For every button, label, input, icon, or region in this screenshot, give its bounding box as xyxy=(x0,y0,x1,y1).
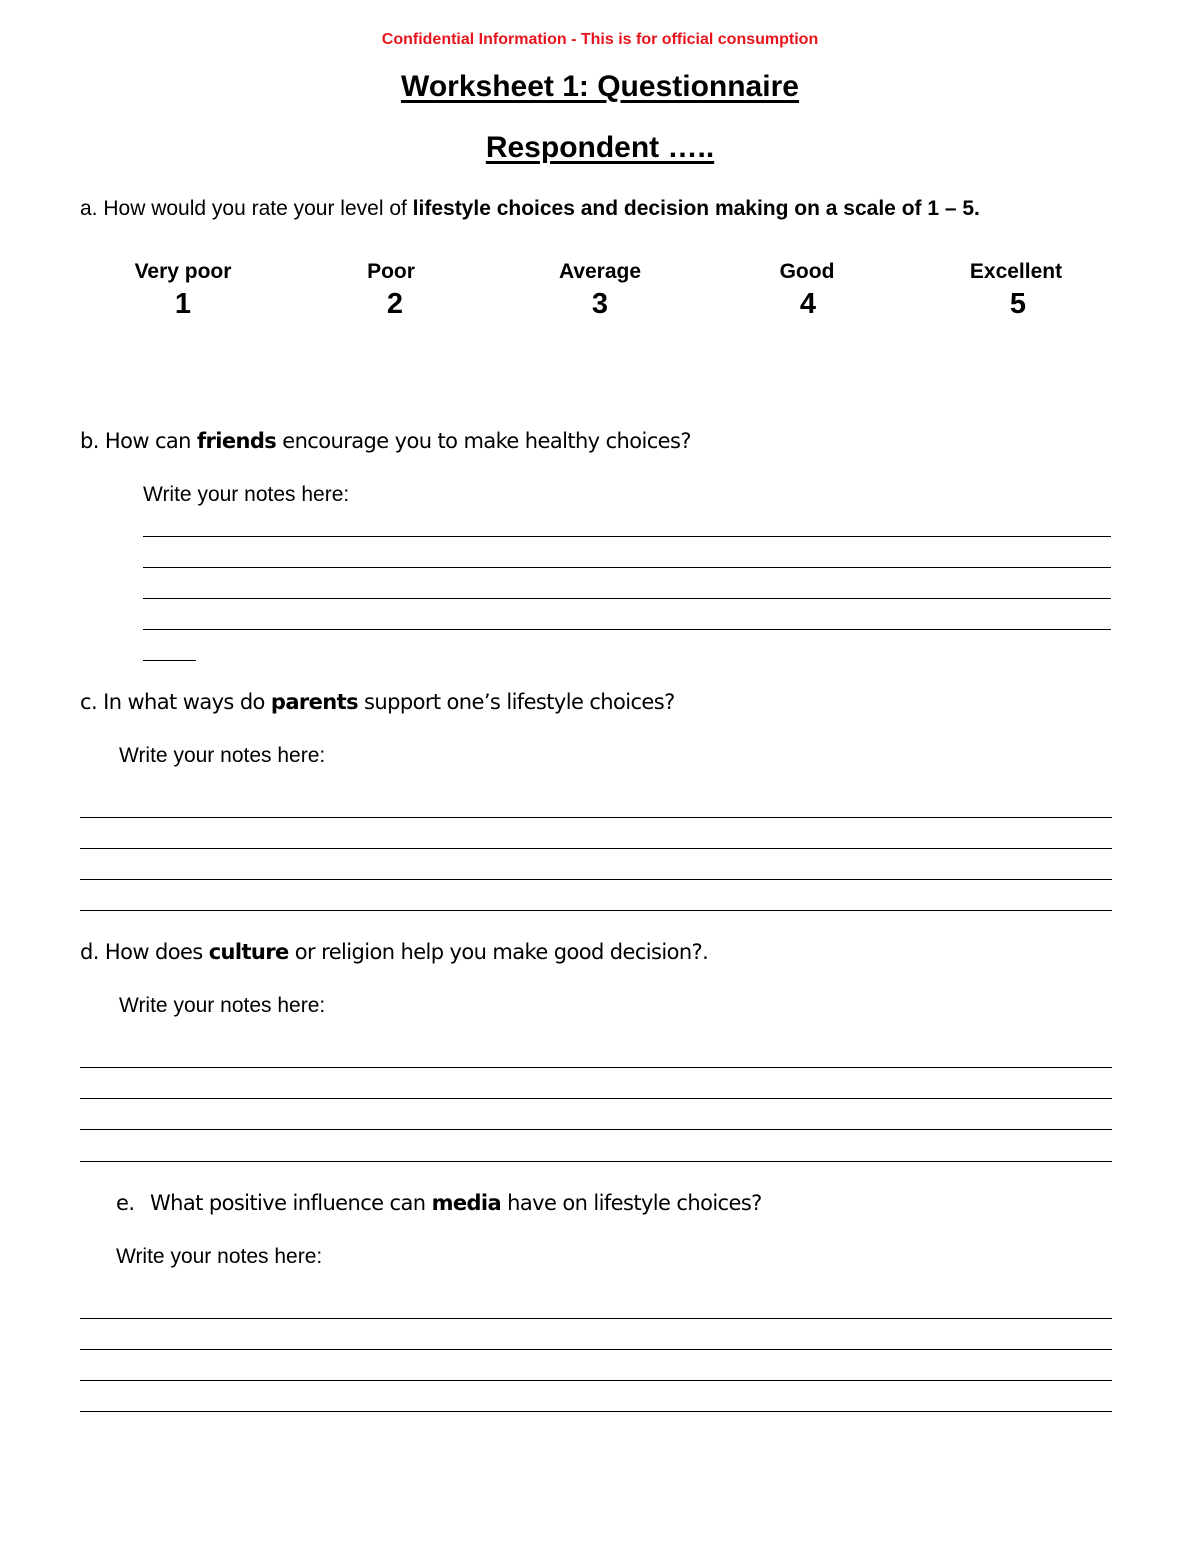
question-e-answer-line-4[interactable] xyxy=(80,1411,1112,1412)
question-a-bold: lifestyle choices and decision making on a scale of 1 – 5. xyxy=(412,197,980,220)
question-c-text: c. In what ways do xyxy=(80,690,271,714)
scale-label-2: Poor xyxy=(367,260,415,283)
scale-value-4[interactable]: 4 xyxy=(799,288,817,320)
question-c xyxy=(80,690,675,714)
question-e xyxy=(150,1191,762,1215)
question-c-answer-line-2[interactable] xyxy=(80,848,1112,849)
question-c-answer-line-4[interactable] xyxy=(80,910,1112,911)
scale-label-4: Good xyxy=(779,260,835,283)
question-c-text-end: support one’s lifestyle choices? xyxy=(357,690,675,714)
question-d-answer-line-3[interactable] xyxy=(80,1129,1112,1130)
question-b-text-end: encourage you to make healthy choices? xyxy=(276,429,691,453)
question-d-keyword: culture xyxy=(208,940,289,964)
scale-label-1: Very poor xyxy=(134,260,232,283)
question-c-keyword: parents xyxy=(270,690,358,714)
question-b-answer-line-3[interactable] xyxy=(143,598,1111,599)
question-e-notes-label: Write your notes here: xyxy=(116,1245,323,1268)
question-a-text: a. How would you rate your level of xyxy=(80,197,413,220)
question-d-notes-label: Write your notes here: xyxy=(119,994,326,1017)
scale-value-2[interactable]: 2 xyxy=(386,288,404,320)
scale-value-5[interactable]: 5 xyxy=(1009,288,1027,320)
question-d-text: d. How does xyxy=(80,940,209,964)
question-e-answer-line-2[interactable] xyxy=(80,1349,1112,1350)
question-b-notes-label: Write your notes here: xyxy=(143,483,350,506)
respondent-heading: Respondent ….. xyxy=(485,131,715,164)
question-e-keyword: media xyxy=(431,1191,502,1215)
question-d-answer-line-4[interactable] xyxy=(80,1161,1112,1162)
question-b-answer-line-2[interactable] xyxy=(143,567,1111,568)
question-c-answer-line-3[interactable] xyxy=(80,879,1112,880)
scale-label-3: Average xyxy=(558,260,642,283)
scale-value-1[interactable]: 1 xyxy=(174,288,192,320)
question-b-answer-line-1[interactable] xyxy=(143,536,1111,537)
question-b-text: b. How can xyxy=(80,429,197,453)
question-e-text: What positive influence can xyxy=(150,1191,432,1215)
question-c-notes-label: Write your notes here: xyxy=(119,744,326,767)
confidential-banner: Confidential Information - This is for official consumption xyxy=(381,31,819,48)
question-d xyxy=(80,940,708,964)
question-e-answer-line-3[interactable] xyxy=(80,1380,1112,1381)
question-d-answer-line-1[interactable] xyxy=(80,1067,1112,1068)
question-b-answer-line-4[interactable] xyxy=(143,629,1111,630)
question-e-text-end: have on lifestyle choices? xyxy=(501,1191,762,1215)
question-e-answer-line-1[interactable] xyxy=(80,1318,1112,1319)
question-c-answer-line-1[interactable] xyxy=(80,817,1112,818)
scale-label-5: Excellent xyxy=(969,260,1063,283)
question-d-answer-line-2[interactable] xyxy=(80,1098,1112,1099)
scale-value-3[interactable]: 3 xyxy=(591,288,609,320)
question-b xyxy=(80,429,691,453)
question-e-marker: e. xyxy=(116,1191,135,1215)
question-b-answer-line-5[interactable] xyxy=(143,660,196,661)
question-a xyxy=(80,197,980,221)
question-b-keyword: friends xyxy=(196,429,277,453)
page-title: Worksheet 1: Questionnaire xyxy=(401,70,799,103)
question-d-text-end: or religion help you make good decision?. xyxy=(288,940,709,964)
